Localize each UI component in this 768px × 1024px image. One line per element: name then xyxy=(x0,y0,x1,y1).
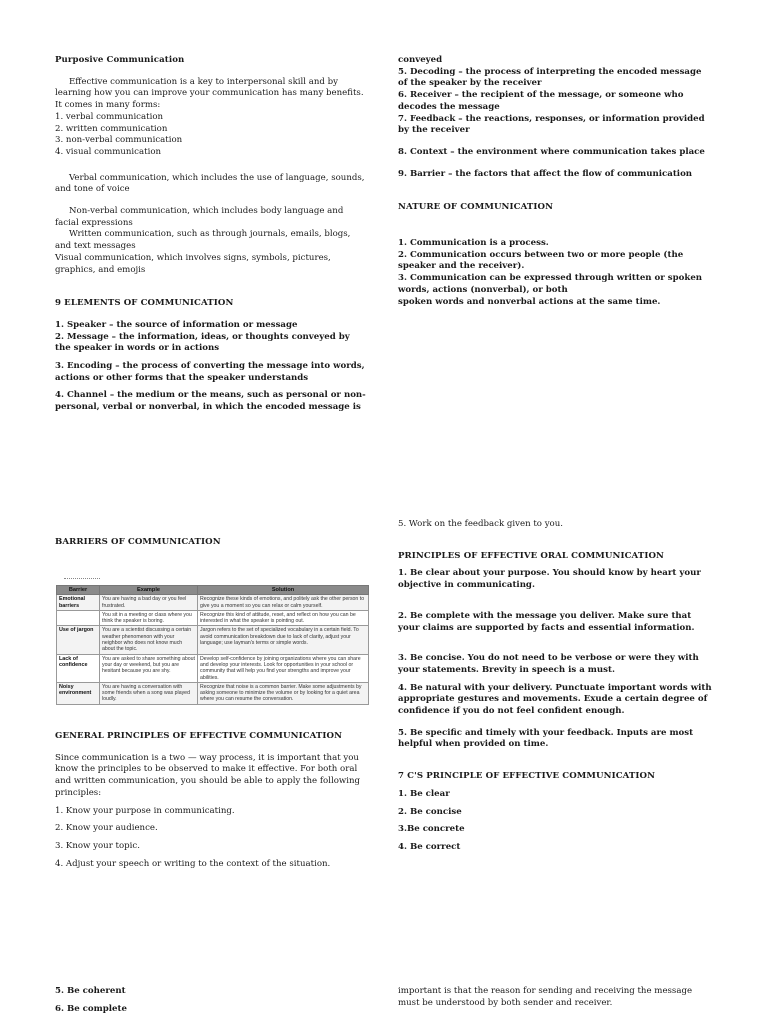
table-cell: You are having a conversation with some friends when a song was played loudly. xyxy=(100,682,198,704)
forms-item: 4. visual communication xyxy=(55,146,162,157)
left-end-block xyxy=(55,986,367,1015)
oral-item: 1. Be clear about your purpose. You should know by heart your objective in communicating. xyxy=(398,568,701,591)
nature-heading: NATURE OF COMMUNICATION xyxy=(398,202,554,213)
barriers-heading-block xyxy=(55,537,367,549)
element-item: 7. Feedback – the reactions, responses, or information provided by the receiver xyxy=(398,113,705,136)
table-cell: Use of jargon xyxy=(57,626,100,654)
table-row xyxy=(57,610,369,626)
table-header: Barrier xyxy=(57,586,100,595)
conveyed-text: conveyed xyxy=(398,55,443,65)
seven-c-item: 1. Be clear xyxy=(398,788,450,799)
barriers-table-block xyxy=(56,578,368,705)
seven-c-item: 2. Be concise xyxy=(398,806,462,817)
seven-c-item: 4. Be correct xyxy=(398,841,461,852)
table-row xyxy=(57,595,369,611)
nature-item: spoken words and nonverbal actions at the same time. xyxy=(398,296,661,307)
forms-item: 3. non-verbal communication xyxy=(55,135,183,146)
table-cell: Recognize this kind of attitude, reset, and reflect on how you can be interested in what the speaker is pointing out. xyxy=(198,610,369,626)
table-cell: Recognize these kinds of emotions, and politely ask the other person to give you a moment so you can relax or calm yourself. xyxy=(198,595,369,611)
visual-paragraph: Visual communication, which involves signs, symbols, pictures, graphics, and emojis xyxy=(55,252,331,275)
table-cell: Lack of confidence xyxy=(57,654,100,682)
intro-paragraph: Effective communication is a key to interpersonal skill and by learning how you can improve your communication has many benefits. xyxy=(55,76,364,99)
element-item: 5. Decoding – the process of interpreting the encoded message of the speaker by the receiver xyxy=(398,66,702,89)
general-intro: Since communication is a two — way process, it is important that you know the principles to be observed to make it effective. For both oral and written communication, you should be able to apply the following principles: xyxy=(55,752,361,798)
right-top-column xyxy=(398,55,712,308)
nonverbal-paragraph: Non-verbal communication, which includes body language and facial expressions xyxy=(55,206,344,228)
forms-lead: It comes in many forms: xyxy=(55,100,161,111)
general-item: 4. Adjust your speech or writing to the context of the situation. xyxy=(55,858,331,869)
nature-item: 1. Communication is a process. xyxy=(398,238,549,249)
table-cell: Jargon refers to the set of specialized vocabulary in a certain field. To avoid communication breakdown due to lack of clarity, adjust your language; use layman's terms or simple words. xyxy=(198,626,369,654)
general-heading: GENERAL PRINCIPLES OF EFFECTIVE COMMUNICATION xyxy=(55,731,343,741)
table-cell: Develop self-confidence by joining organizations where you can share and develop your interests. Look for opportunities in your school or community that will help you find your strengths and improve your abilities. xyxy=(198,654,369,682)
written-paragraph: Written communication, such as through journals, emails, blogs, and text messages xyxy=(55,229,351,252)
seven-c-item: 6. Be complete xyxy=(55,1003,127,1014)
forms-item: 2. written communication xyxy=(55,123,168,134)
barriers-heading: BARRIERS OF COMMUNICATION xyxy=(55,537,221,547)
forms-item: 1. verbal communication xyxy=(55,111,164,122)
seven-c-item: 3.Be concrete xyxy=(398,824,465,835)
oral-item: 4. Be natural with your delivery. Punctuate important words with appropriate gestures and movements. Exude a certain degree of confidence if you do not feel confident enough. xyxy=(398,682,712,717)
element-item: 2. Message – the information, ideas, or thoughts conveyed by the speaker in words or in actions xyxy=(55,331,350,354)
oral-item: 3. Be concise. You do not need to be verbose or were they with your statements. Brevity in speech is a must. xyxy=(398,653,699,675)
seven-c-item: 5. Be coherent xyxy=(55,986,126,996)
table-cell xyxy=(57,610,100,626)
feedback-item: 5. Work on the feedback given to you. xyxy=(398,519,563,529)
element-item: 8. Context – the environment where communication takes place xyxy=(398,146,705,157)
table-cell: Emotional barriers xyxy=(57,595,100,611)
general-principles-block xyxy=(55,731,369,870)
table-header-row xyxy=(57,586,369,595)
document-title: Purposive Communication xyxy=(55,55,185,65)
barriers-table xyxy=(56,585,369,705)
verbal-paragraph: Verbal communication, which includes the use of language, sounds, and tone of voice xyxy=(55,172,365,195)
oral-item: 5. Be specific and timely with your feedback. Inputs are most helpful when provided on time. xyxy=(398,727,694,750)
left-top-column xyxy=(55,55,367,414)
nature-item: 2. Communication occurs between two or more people (the speaker and the receiver). xyxy=(398,249,684,272)
table-cell: Noisy environment xyxy=(57,682,100,704)
table-row xyxy=(57,682,369,704)
table-caption-mark xyxy=(64,578,100,581)
table-row xyxy=(57,654,369,682)
oral-heading: PRINCIPLES OF EFFECTIVE ORAL COMMUNICATION xyxy=(398,550,664,561)
element-item: 1. Speaker – the source of information or message xyxy=(55,319,298,330)
table-cell: Recognize that noise is a common barrier. Make some adjustments by asking someone to minimize the volume or by looking for a quiet area where you can resume the conversation. xyxy=(198,682,369,704)
element-item: 9. Barrier – the factors that affect the flow of communication xyxy=(398,168,693,179)
right-bottom-column xyxy=(398,519,712,854)
table-cell: You are a scientist discussing a certain weather phenomenon with your neighbor who does not know much about the topic. xyxy=(100,626,198,654)
elements-heading: 9 ELEMENTS OF COMMUNICATION xyxy=(55,298,234,309)
nature-item: 3. Communication can be expressed through written or spoken words, actions (nonverbal), or both xyxy=(398,273,703,295)
general-item: 2. Know your audience. xyxy=(55,823,158,834)
element-item: 3. Encoding – the process of converting the message into words, actions or other forms that the speaker understands xyxy=(55,361,365,383)
table-row xyxy=(57,626,369,654)
table-cell: You are asked to share something about your day or weekend, but you are hesitant because you are shy. xyxy=(100,654,198,682)
end-paragraph: important is that the reason for sending and receiving the message must be understood by both sender and receiver. xyxy=(398,986,693,1008)
general-item: 3. Know your topic. xyxy=(55,840,140,851)
table-header: Example xyxy=(100,586,198,595)
oral-item: 2. Be complete with the message you deliver. Make sure that your claims are supported by facts and essential information. xyxy=(398,610,695,633)
element-item: 4. Channel – the medium or the means, such as personal or non-personal, verbal or nonverbal, in which the encoded message is xyxy=(55,390,366,413)
seven-c-heading: 7 C'S PRINCIPLE OF EFFECTIVE COMMUNICATION xyxy=(398,771,656,782)
right-end-block xyxy=(398,986,712,1009)
table-header: Solution xyxy=(198,586,369,595)
element-item: 6. Receiver – the recipient of the message, or someone who decodes the message xyxy=(398,90,684,112)
general-item: 1. Know your purpose in communicating. xyxy=(55,805,235,816)
table-cell: You sit in a meeting or class where you think the speaker is boring. xyxy=(100,610,198,626)
table-cell: You are having a bad day or you feel frustrated. xyxy=(100,595,198,611)
